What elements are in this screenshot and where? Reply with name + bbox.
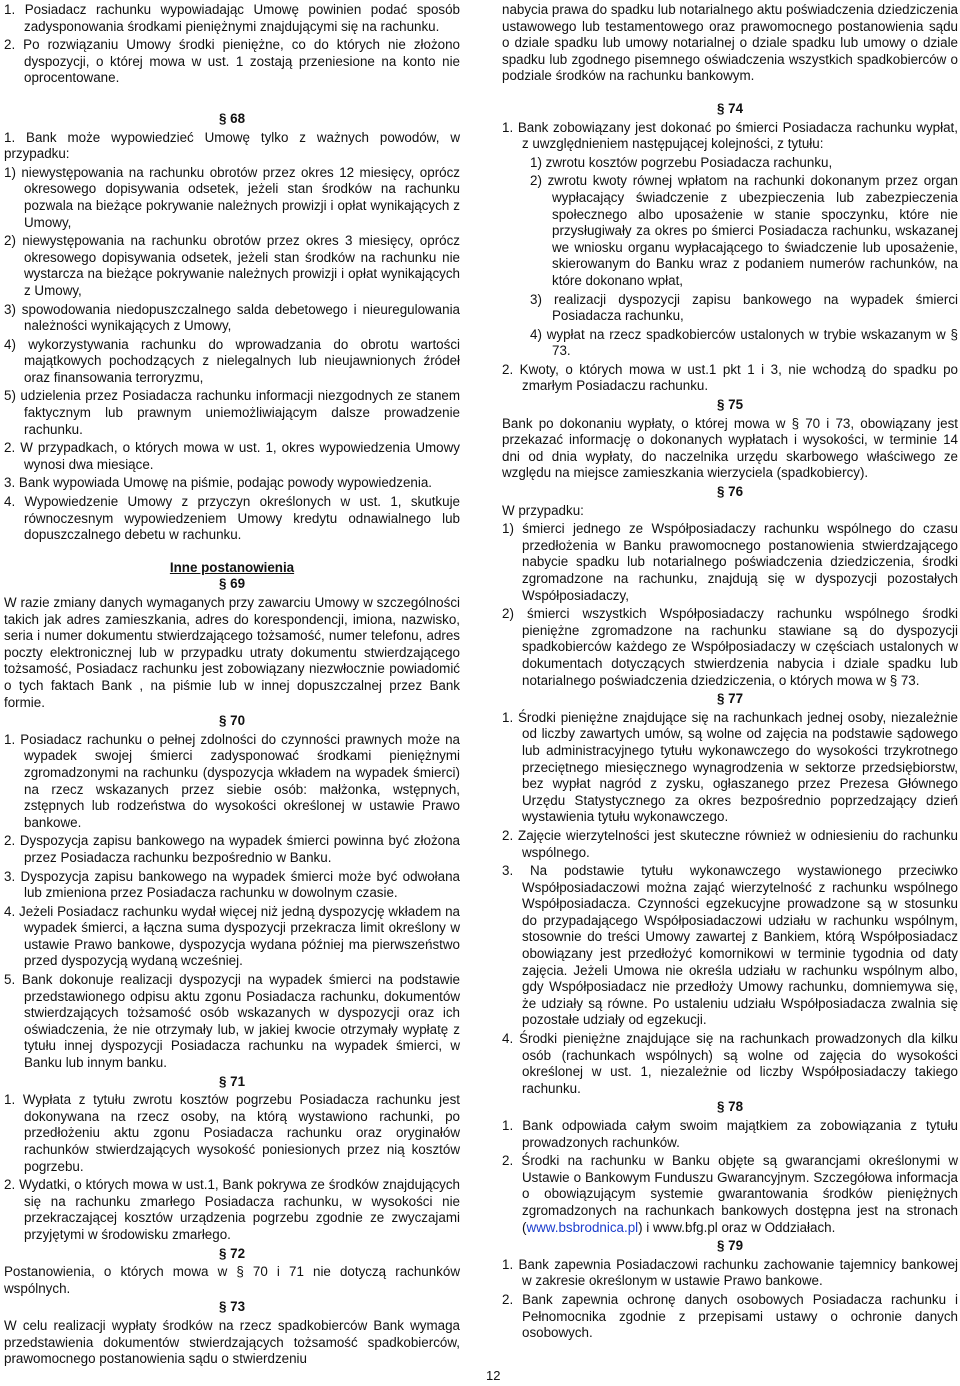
section-sign: § [218,713,231,729]
numbered-paragraph: 1. Środki pieniężne znajdujące się na rachunkach jednej osoby, niezależnie od liczby zawartych umów, są wolne od zajęcia na podstawie sądowego lub administracyjnego tytułu wykonawczego do wysokości trzykrotnego przeciętnego miesięcznego wynagrodzenia w sektorze przedsiębiorstw, bez wypłat nagród z zysku, ogłaszanego przez Prezesa Głównego Urzędu Statystycznego za okres bezpośrednio poprzedzający dzień wystawienia tytułu wykonawczego. [502,709,958,825]
section-sign: § [716,100,729,116]
numbered-paragraph: 5. Bank dokonuje realizacji dyspozycji na wypadek śmierci na podstawie przedstawionego odpisu aktu zgonu Posiadacza rachunku, dokumentów stwierdzających tożsamość osób wskazanych w dyspozycji oraz ich oświadczenia, że nie otrzymały lub, w jakiej kwocie otrzymały wypłatę z tytułu innej dyspozycji Posiadacza rachunku na wypadek śmierci, w Banku lub innym banku. [4,972,460,1071]
numbered-paragraph: 2) niewystępowania na rachunku obrotów przez okres 3 miesięcy, oprócz okresowego dopisywania odsetek, jeżeli stan środków na rachunku nie wystarcza na bieżące pokrywanie należnych prowizji i opłat wynikających z Umowy, [4,233,460,298]
section-number: § 73 [218,1299,246,1315]
numbered-paragraph: 1. Wypłata z tytułu zwrotu kosztów pogrzebu Posiadacza rachunku jest dokonywana na rzecz osoby, na którą wystawiono rachunki, po przedłożeniu aktu zgonu Posiadacza rachunku oraz oryginałów rachunków stwierdzających wysokość poniesionych przez nią kosztów pogrzebu. [4,1092,460,1174]
paragraph: W celu realizacji wypłaty środków na rzecz spadkobierców Bank wymaga przedstawienia dokumentów stwierdzających tożsamość spadkobierców, prawomocnego postanowienia sądu o stwierdzeniu [4,1317,460,1367]
section-number: § 68 [218,110,246,126]
numbered-paragraph: 2. Kwoty, o których mowa w ust.1 pkt 1 i 3, nie wchodzą do spadku po zmarłym Posiadaczu rachunku. [502,361,958,394]
numbered-paragraph: 3) spowodowania niedopuszczalnego salda debetowego i nieuregulowania należności wynikających z Umowy, [4,301,460,334]
numbered-paragraph: 3. Na podstawie tytułu wykonawczego wystawionego przeciwko Współposiadaczowi można zająć wierzytelność z rachunku wspólnego Współposiadacza. Czynności egzekucyjne prowadzone są w stosunku do przypadającego Współposiadaczowi udziału w rachunku wspólnym, stosownie do treści Umowy zawartej z Bankiem, którą Współposiadacz obowiązany jest przedłożyć komornikowi w terminie tygodnia od daty zajęcia. Jeżeli Umowa nie określa udziału w rachunku wspólnym albo, gdy Współposiadacz nie przedłoży Umowy rachunku, domniemywa się, że udziały są równe. Po ustaleniu udziału Współposiadacza zwalnia się pozostałe udziały od egzekucji. [502,863,958,1028]
section-sign: § [218,576,231,592]
section-number: § 79 [716,1238,744,1254]
section-number: § 78 [716,1099,744,1115]
section-sign: § [218,1245,231,1261]
numbered-paragraph: 2. Po rozwiązaniu Umowy środki pieniężne, co do których nie złożono dyspozycji, o której mowa w ust. 1 zostają przeniesione na konto nie oprocentowane. [4,37,460,86]
numbered-paragraph: 2. Dyspozycja zapisu bankowego na wypadek śmierci powinna być złożona przez Posiadacza rachunku bezpośrednio w Banku. [4,833,460,865]
section-number: § 70 [218,713,246,729]
numbered-paragraph: 2. Bank zapewnia ochronę danych osobowych Posiadacza rachunku i Pełnomocnika zgodnie z przepisami ustawy o ochronie danych osobowych. [502,1291,958,1341]
numbered-paragraph: 2. Środki na rachunku w Banku objęte są gwarancjami określonymi w Ustawie o Bankowym Funduszu Gwarancyjnym. Szczegółowa informacja o obowiązującym systemie gwarantowania środków pieniężnych zgromadzonych na rachunkach bankowych dostępna jest na stronach (www.bsbrodnica.pl) i www.bfg.pl oraz w Oddziałach. [502,1153,958,1235]
paragraph: Postanowienia, o których mowa w § 70 i 71 nie dotyczą rachunków wspólnych. [4,1264,460,1296]
numbered-paragraph: 1) niewystępowania na rachunku obrotów przez okres 12 miesięcy, oprócz okresowego dopisywania odsetek, jeżeli stan środków na rachunku pozwala na bieżące pokrywanie należnych prowizji i opłat wynikających z Umowy, [4,164,460,230]
section-sign: § [716,484,729,500]
section-sign: § [716,397,729,413]
list-item: 2) zwrotu kwoty równej wpłatom na rachunki dokonanym przez organ wypłacający świadczenie z ubezpieczenia lub zabezpieczenia społecznego albo uposażenie w stanie spoczynku, które nie przysługiwały za okres po śmierci Posiadacza rachunku, wskazanej we wniosku organu wypłacającego to świadczenie lub uposażenie, skierowanym do Banku wraz z podaniem numerów rachunków, na które dokonano wpłat, [530,173,958,288]
numbered-paragraph: 1. Posiadacz rachunku o pełnej zdolności do czynności prawnych może na wypadek swojej śmierci zadysponować środkami pieniężnymi zgromadzonymi na rachunku (dyspozycja wkładem na wypadek śmierci) na rzecz wskazanych przez siebie osób: małżonka, wstępnych, zstępnych lub rodzeństwa do wysokości określonej w ustawie Prawo bankowe. [4,731,460,830]
numbered-paragraph: 4. Jeżeli Posiadacz rachunku wydał więcej niż jedną dyspozycję wkładem na wypadek śmierci, a łączna suma dyspozycji przekracza limit określony w ustawie Prawo bankowe, dyspozycja wydana później ma pierwszeństwo przed dyspozycją wydaną wcześniej. [4,903,460,969]
right-column [502,2,958,1344]
section-sign: § [716,691,729,707]
section-sign: § [716,1238,729,1254]
section-number: § 76 [716,484,744,500]
paragraph: W przypadku: [502,502,584,518]
section-sign: § [218,1073,231,1089]
numbered-paragraph: 1. Bank zapewnia Posiadaczowi rachunku zachowanie tajemnicy bankowej w zakresie określonym w ustawie Prawo bankowe. [502,1256,958,1289]
section-sign: § [218,1299,231,1315]
numbered-paragraph: 1) śmierci jednego ze Współposiadaczy rachunku wspólnego do czasu przedłożenia w Banku prawomocnego postanowienia stwierdzającego nabycie spadku lub notarialnego poświadczenia dziedziczenia, środki zgromadzone na rachunku, znajdują się w dyspozycji pozostałych Współposiadaczy, [502,521,958,603]
list-item: 4) wypłat na rzecz spadkobierców ustalonych w trybie wskazanym w § 73. [530,326,958,359]
numbered-paragraph: 4. Środki pieniężne znajdujące się na rachunkach prowadzonych dla kilku osób (rachunkach wspólnych) są wolne od zajęcia do wysokości określonej w ust. 1, niezależnie od liczby Współposiadaczy takiego rachunku. [502,1031,958,1096]
numbered-paragraph: 2. Zajęcie wierzytelności jest skuteczne również w odniesieniu do rachunku wspólnego. [502,827,958,860]
section-sign: § [218,110,231,126]
numbered-paragraph: 3. Dyspozycja zapisu bankowego na wypadek śmierci może być odwołana lub zmieniona przez Posiadacza rachunku w dowolnym czasie. [4,868,460,901]
left-column [4,2,460,1370]
section-number: § 71 [218,1073,246,1089]
numbered-paragraph: 1. Posiadacz rachunku wypowiadając Umowę powinien podać sposób zadysponowania środkami pieniężnymi znajdującymi się na rachunku. [4,2,460,34]
numbered-paragraph: 2) śmierci wszystkich Współposiadaczy rachunku wspólnego środki pieniężne zgromadzone na rachunku stawiane są do dyspozycji spadkobierców każdego ze Współposiadaczy w częściach ustalonych w dokumentach dotyczących stwierdzenia nabycia i dziale spadku lub notarialnego poświadczenia dziedziczenia, o których mowa w § 73. [502,606,958,688]
section-number: § 77 [716,691,744,707]
list-item: 3) realizacji dyspozycji zapisu bankowego na wypadek śmierci Posiadacza rachunku, [530,291,958,324]
numbered-paragraph: 2. W przypadkach, o których mowa w ust. 1, okres wypowiedzenia Umowy wynosi dwa miesiące. [4,440,460,472]
section-number: § 74 [716,100,744,116]
numbered-paragraph: 4) wykorzystywania rachunku do wprowadzania do obrotu wartości majątkowych pochodzących z nielegalnych lub nieujawnionych źródeł oraz finansowania terroryzmu, [4,336,460,385]
numbered-paragraph: 2. Wydatki, o których mowa w ust.1, Bank pokrywa ze środków znajdujących się na rachunku zmarłego Posiadacza rachunku, w wysokości nie przekraczającej kosztów urządzenia pogrzebu zgodnie ze zwyczajami przyjętymi w środowisku zmarłego. [4,1177,460,1242]
paragraph: 1. Bank może wypowiedzieć Umowę tylko z ważnych powodów, w przypadku: [4,129,460,162]
numbered-paragraph: 4. Wypowiedzenie Umowy z przyczyn określonych w ust. 1, skutkuje równoczesnym wypowiedzeniem Umowy kredytu odnawialnego lub dopuszczalnego debetu w rachunku. [4,494,460,543]
list-item: 1) zwrotu kosztów pogrzebu Posiadacza rachunku, [530,154,833,170]
section-heading: Inne postanowienia [169,559,295,575]
numbered-paragraph: 3. Bank wypowiada Umowę na piśmie, podając powody wypowiedzenia. [4,475,432,491]
numbered-paragraph: 1. Bank odpowiada całym swoim majątkiem za zobowiązania z tytułu prowadzonych rachunków. [502,1118,958,1150]
numbered-paragraph: 5) udzielenia przez Posiadacza rachunku informacji niezgodnych ze stanem faktycznym lub prawnym uniemożliwiającym dalsze prowadzenie rachunku. [4,388,460,437]
section-sign: § [716,1099,729,1115]
numbered-paragraph: 1. Bank zobowiązany jest dokonać po śmierci Posiadacza rachunku wypłat, z uwzględnieniem następującej kolejności, z tytułu: [502,119,958,152]
paragraph: nabycia prawa do spadku lub notarialnego aktu poświadczenia dziedziczenia ustawowego lub testamentowego oraz prawomocnego postanowienia sądu o dziale spadku lub umowy notarialnej o dziale spadku lub umowy o dziale spadku lub zgodnego pisemnego oświadczenia wszystkich spadkobierców o podziale środków na rachunku bankowym. [502,2,958,84]
website-link[interactable]: www.bsbrodnica.pl [526,1219,639,1235]
paragraph: W razie zmiany danych wymaganych przy zawarciu Umowy w szczególności takich jak adres zamieszkania, adres do korespondencji, imiona, nazwisko, seria i numer dokumentu stwierdzającego tożsamość, numer telefonu, adres poczty elektronicznej lub w przypadku utraty dokumentu stwierdzającego tożsamość, Posiadacz rachunku jest zobowiązany niezwłocznie powiadomić o tych faktach Bank , na piśmie lub w innej dopuszczalnej przez Bank formie. [4,595,460,710]
section-number: § 69 [218,576,246,592]
section-number: § 75 [716,397,744,413]
paragraph: Bank po dokonaniu wypłaty, o której mowa w § 70 i 73, obowiązany jest przekazać informację o dokonanych wypłatach i wysokości, w terminie 14 dni od dnia wypłaty, do naczelnika urzędu skarbowego właściwego ze względu na miejsce zamieszkania wierzyciela (spadkobiercy). [502,415,958,481]
page-number: 12 [486,1368,501,1383]
section-number: § 72 [218,1245,246,1261]
